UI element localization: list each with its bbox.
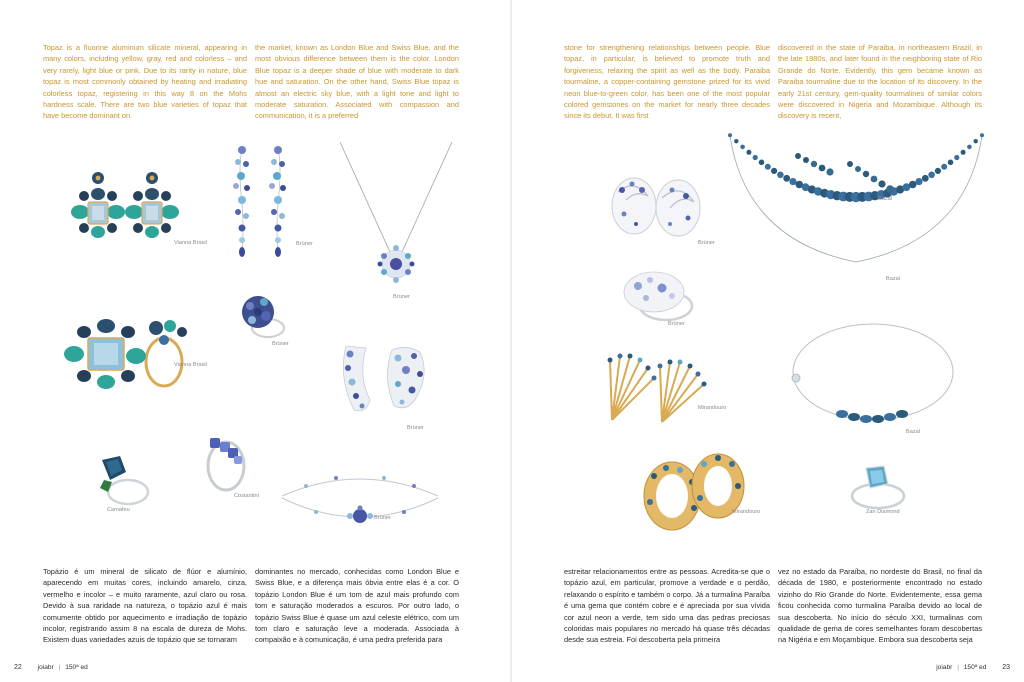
camafeu-ring-image [96, 454, 152, 510]
edition-label: 150ª ed [65, 664, 88, 671]
bruner-swirl-rings-image [608, 168, 704, 242]
caption-bruner-long-earrings: Brüner [296, 241, 313, 247]
mirandouro-ring-left [644, 462, 700, 530]
necklace-stone [915, 178, 922, 185]
earring-left [71, 172, 125, 238]
caption-bazal-necklace: Bazal [886, 276, 900, 282]
caption-mirandouro-earrings: Mirandouro [698, 405, 727, 411]
necklace-stone [961, 150, 966, 155]
left-pt-column-2: dominantes no mercado, conhecidas como London Blue e Swiss Blue, e a diferença mais óbvia entre elas é a cor. O topázio London Blue é um tom de azul mais profundo com tom e saturação moderados a escuros. Por outro lado, o topázio Swiss Blue é quase um azul celeste elétrico, com um tom claro e saturação leve a moderada. Associada à compaixão e à comunicação, é uma pedra preferida para [255, 567, 459, 645]
necklace-stone [980, 133, 984, 137]
necklace-stone [728, 133, 732, 137]
right-en-column-2: discovered in the state of Paraiba, in northeastern Brazil, in the late 1980s, and later found in the neighboring state of Rio Grande do Norte. Evidently, this gem became known as Paraiba tourmaline due to the location of its discovery. In the early 21st century, gem-quality tourmalines of similar colors were discovered in Nigeria and Mozambique. Although its discovery is recent, [778, 43, 982, 121]
bazal-bracelet-stones [836, 410, 908, 423]
caption-bruner-swirl-rings: Brüner [698, 240, 715, 246]
necklace-stone [909, 181, 917, 189]
ear-cuff-right [387, 347, 424, 407]
swirl-ring-left [612, 178, 656, 234]
vianna-rings-image [60, 312, 200, 392]
caption-bruner-necklace: Brüner [393, 294, 410, 300]
bruner-white-ring-image [616, 266, 700, 326]
left-pt-column-1: Topázio é um mineral de silicato de flúor e alumínio, aparecendo em muitas cores, incluindo amarelo, cinza, vermelho e incolor – e muito raramente, azul claro ou rosa. Devido à sua raridade na natureza, o topázio azul é mais comumente obtido por aquecimento e irradiação de topázio incolor, registrando assim 8 na escala de dureza de Mohs. Existem duas variedades azuis de topázio que se tornaram [43, 567, 247, 645]
necklace-stone [941, 164, 947, 170]
necklace-stone [954, 155, 959, 160]
bazal-earring-line-2 [847, 161, 894, 193]
left-en-column-2: the market, known as London Blue and Swiss Blue, and the most obvious difference between them is the color. London Blue topaz is a deeper shade of blue with moderate to dark hue and saturation. On the other hand, Swiss Blue topaz is almost an electric sky blue, with a light tone and light to moderate saturation. Associated with compassion and communication, it is a preferred [255, 43, 459, 121]
ear-cuff-left [343, 346, 370, 411]
bruner-long-earrings-image [228, 142, 298, 260]
fan-earring-left [608, 354, 657, 421]
necklace-stone [734, 139, 738, 143]
caption-bruner-ear-cuffs: Brüner [407, 425, 424, 431]
necklace-stone [759, 160, 765, 166]
caption-zan-diamond: Zan Diamond [866, 509, 900, 515]
earring-drop-right [269, 146, 286, 257]
bruner-necklace-image [336, 140, 456, 300]
caption-bruner-bracelet: Brüner [374, 515, 391, 521]
caption-bruner-white-ring: Brüner [668, 321, 685, 327]
necklace-stone [740, 145, 745, 150]
caption-bruner-cluster-ring: Brüner [272, 341, 289, 347]
edition-label: 150ª ed [963, 664, 987, 671]
right-en-column-1: stone for strengthening relationships between people. Blue topaz, in particular, is believed to promote truth and forgiveness, relaxing the spirit as well as the body. Paraiba tourmaline, a copper-containing gemstone prized for its vivid neon blue-to-green color, has been one of the most popular colored gemstones on the market for nearly three decades since its debut. It was first [564, 43, 770, 121]
caption-mirandouro-rings: Mirandouro [732, 509, 761, 515]
magazine-name: joiabr [936, 664, 953, 671]
necklace-stone [922, 175, 929, 182]
caption-vianna-rings: Vianna Brasil [174, 362, 207, 368]
necklace-stone [928, 172, 935, 179]
caption-costantini: Costantini [234, 493, 259, 499]
mirandouro-earrings-image [606, 350, 710, 426]
swirl-ring-right [656, 180, 700, 236]
bazal-bracelet-image [788, 318, 958, 428]
bruner-ear-cuffs-image [336, 340, 432, 418]
right-pt-column-1: estreitar relacionamentos entre as pessoas. Acredita-se que o topázio azul, em particular, promove a verdade e o perdão, relaxando o espírito e também o corpo. Já a turmalina Paraíba é uma gema que contém cobre e é apreciada por sua vívida cor azul neon a verde, tem sido uma das pedras preciosas coloridas mais populares no mercado há quase três décadas desde sua estreia. Foi descoberta pela primeira [564, 567, 770, 645]
necklace-stone [746, 150, 751, 155]
page-number: 23 [1002, 664, 1010, 671]
necklace-stone [948, 160, 954, 166]
necklace-stone [765, 164, 771, 170]
earring-right [125, 172, 179, 238]
necklace-pendant [378, 245, 415, 283]
caption-vianna-earrings: Vianna Brasil [174, 240, 207, 246]
right-footer: joiabr | 150ª ed 23 [936, 664, 1010, 671]
left-footer: 22 joiabr | 150ª ed [14, 664, 88, 671]
right-pt-column-2: vez no estado da Paraíba, no nordeste do Brasil, no final da década de 1980, e posteriormente encontrado no estado vizinho do Rio Grande do Norte. Evidentemente, essa gema ficou conhecida como turmalina Paraíba devido ao local de sua descoberta. No início do século XXI, turmalinas com qualidade de gema de cores semelhantes foram descobertas na Nigéria e em Moçambique. Embora sua descoberta seja [778, 567, 982, 645]
bruner-cluster-ring-image [236, 290, 288, 342]
costantini-ring-image [196, 432, 252, 494]
left-en-column-1: Topaz is a fluorine aluminum silicate mineral, appearing in many colors, including yellow, gray, red and colorless – and very rarely, light blue or pink. Due to its rarity in nature, blue topaz is most commonly obtained by heating and irradiating colorless topaz, registering in this way 8 on the Mohs hardness scale. There are two blue varieties of topaz that have become dominant on [43, 43, 247, 121]
earring-drop-left [233, 146, 250, 257]
caption-bazal-earrings: Bazal [878, 196, 892, 202]
zan-diamond-ring-image [842, 462, 908, 512]
necklace-stone [935, 168, 941, 174]
page-number: 22 [14, 664, 22, 671]
bazal-earring-line-1 [795, 153, 834, 176]
necklace-stone [777, 172, 784, 179]
mirandouro-rings-image [638, 446, 748, 536]
bracelet-centerpiece [347, 506, 373, 524]
caption-camafeu: Camafeu [107, 507, 130, 513]
necklace-stone [967, 145, 972, 150]
magazine-name: joiabr [37, 664, 54, 671]
necklace-stone [753, 155, 758, 160]
necklace-stone [783, 175, 790, 182]
vianna-earrings-image [58, 170, 186, 250]
bruner-bracelet-image [276, 470, 444, 530]
necklace-stone [974, 139, 978, 143]
bazal-earrings-image [792, 150, 902, 202]
ring-front [64, 319, 146, 389]
right-page [512, 0, 1024, 682]
caption-bazal-bracelet: Bazal [906, 429, 920, 435]
necklace-stone [771, 168, 777, 174]
fan-earring-right [658, 360, 707, 423]
